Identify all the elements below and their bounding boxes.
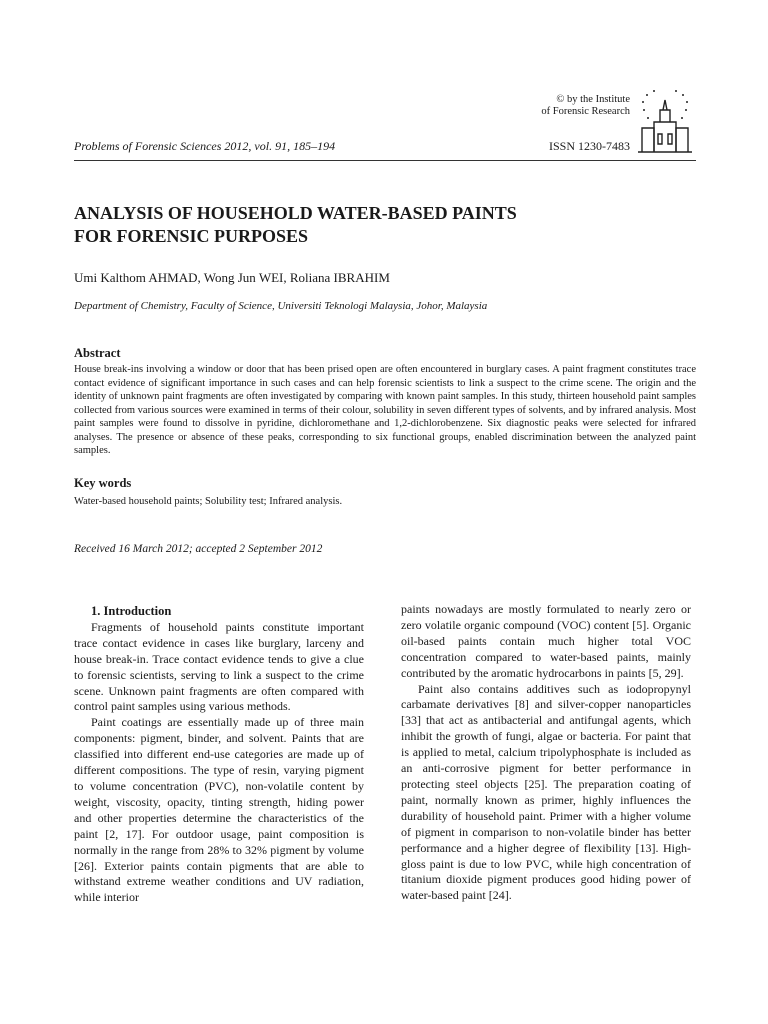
paragraph: Paint also contains additives such as iodopropynyl carbamate derivatives [8] and silver-copper nanoparticles [33] that act as antibacterial and antifungal agents, which inhibit the growth of fungi, algae or bacteria. For paint that is applied to metal, calcium tripolyphosphate is included as an anti-corrosive pigment for better performance in protecting steel objects [25]. The preparation coating of paint, normally known as primer, highly influences the durability of household paint. Primer with a higher volume of pigment in comparison to non-volatile binder has better performance and a higher degree of flexibility [13]. High-gloss paint is due to low PVC, while high concentration of titanium dioxide pigment produces good hiding power of water-based paint [24]. [401,681,691,903]
keywords-heading: Key words [74,476,132,490]
received-dates: Received 16 March 2012; accepted 2 September 2012 [74,543,323,555]
body-column-left [74,604,364,906]
title-line-2: FOR FORENSIC PURPOSES [74,226,309,246]
keywords-text: Water-based household paints; Solubility test; Infrared analysis. [74,496,343,507]
abstract-heading: Abstract [74,346,121,360]
paragraph: Fragments of household paints constitute important trace contact evidence in cases like burglary, larceny and house break-in. Trace contact evidence tends to give a clue to forensic scientists, serving to link a suspect to the crime scene. Unknown paint fragments are often compared with control paint samples using various methods. [74,619,364,714]
paragraph: paints nowadays are mostly formulated to nearly zero or zero volatile organic compound (VOC) content [5]. Organic oil-based paints contain much higher total VOC concentration compared to water-based paints, mainly contributed by the aromatic hydrocarbons in paints [5, 29]. [401,602,691,680]
copyright-notice [500,94,630,118]
body-column-right [401,602,691,904]
issn: ISSN 1230-7483 [548,139,630,153]
paragraph: Paint coatings are essentially made up of three main components: pigment, binder, and solvent. Paints that are classified into different end-use categories are made up of different compositions. The type of resin, varying pigment to volume concentration (PVC), non-volatile content by weight, viscosity, opacity, tinting strength, hiding power and other properties determine the characteristics of the paint [2, 17]. For outdoor usage, paint composition is normally in the range from 28% to 32% pigment by volume [26]. Exterior paints contain pigments that are able to withstand extreme weather conditions and UV radiation, while interior [74,715,364,905]
copyright-line-1: © by the Institute [556,94,630,105]
authors: Umi Kalthom AHMAD, Wong Jun WEI, Roliana IBRAHIM [74,270,390,285]
section-heading-introduction: 1. Introduction [91,604,172,618]
journal-citation: Problems of Forensic Sciences 2012, vol. 91, 185–194 [74,139,336,153]
abstract-text: House break-ins involving a window or door that has been prised open are often encountered in burglary cases. A paint fragment constitutes trace contact evidence of significant importance in such cases and can help forensic scientists to link a suspect to the crime scene. The origin and the identity of unknown paint fragments are often investigated by comparing with known paint samples. In this study, thirteen household paint samples collected from various sources were examined in terms of their colour, solubility in seven different types of solvents, and by infrared analysis. Most paint samples were found to dissolve in pyridine, dichloromethane and 1,2-dichlorobenzene. Six diagnostic peaks were selected for infrared analyses. The presence or absence of these peaks, corresponding to six functional groups, enabled discrimination between the analyzed paint samples. [74,364,696,456]
institute-logo [634,88,696,156]
affiliation: Department of Chemistry, Faculty of Science, Universiti Teknologi Malaysia, Johor, Malaysia [74,300,488,312]
copyright-line-2: of Forensic Research [541,106,630,117]
article-title [74,202,634,248]
title-line-1: ANALYSIS OF HOUSEHOLD WATER-BASED PAINTS [74,203,517,223]
header-rule [74,160,696,161]
